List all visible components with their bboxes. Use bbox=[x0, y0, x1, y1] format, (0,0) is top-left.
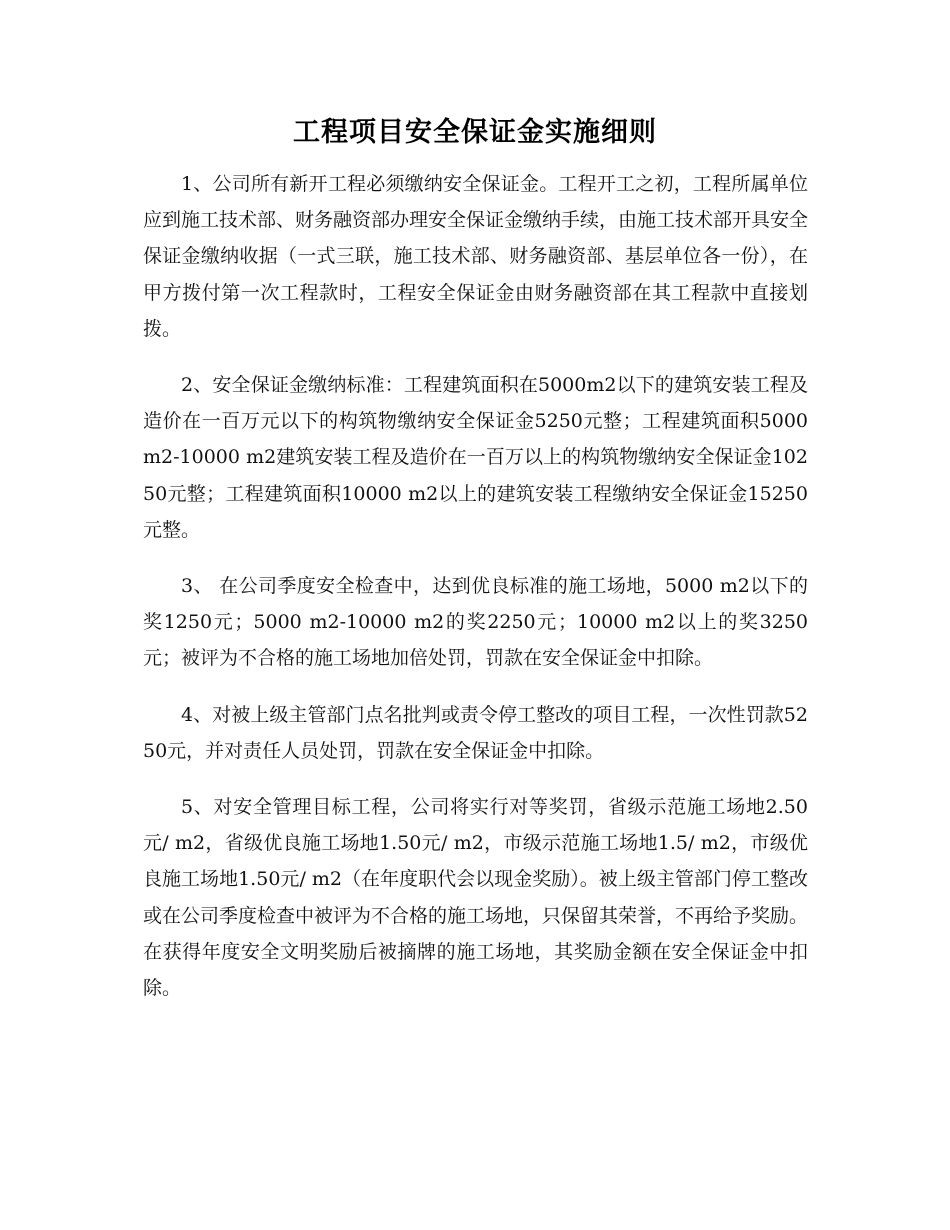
paragraph-5: 5、对安全管理目标工程，公司将实行对等奖罚，省级示范施工场地2.50元/ m2，省级优良施工场地1.50元/ m2，市级示范施工场地1.5/ m2，市级优良施工场地1.50元/ m2（在年度职代会以现金奖励）。被上级主管部门停工整改或在公司季度检查中被评为不合格的施工场地，只保留其荣誉，不再给予奖励。在获得年度安全文明奖励后被摘牌的施工场地，其奖励金额在安全保证金中扣除。 bbox=[143, 796, 809, 1000]
document-title: 工程项目安全保证金实施细则 bbox=[293, 117, 657, 148]
paragraph-1: 1、公司所有新开工程必须缴纳安全保证金。工程开工之初，工程所属单位应到施工技术部、财务融资部办理安全保证金缴纳手续，由施工技术部开具安全保证金缴纳收据（一式三联，施工技术部、财务融资部、基层单位各一份），在甲方拨付第一次工程款时，工程安全保证金由财务融资部在其工程款中直接划拨。 bbox=[143, 173, 809, 340]
paragraph-2: 2、安全保证金缴纳标准：工程建筑面积在5000m2以下的建筑安装工程及造价在一百万元以下的构筑物缴纳安全保证金5250元整；工程建筑面积5000m2-10000 m2建筑安装工程及造价在一百万以上的构筑物缴纳安全保证金10250元整；工程建筑面积10000 m2以上的建筑安装工程缴纳安全保证金15250元整。 bbox=[143, 374, 808, 541]
paragraph-3: 3、 在公司季度安全检查中，达到优良标准的施工场地，5000 m2以下的奖1250元；5000 m2-10000 m2的奖2250元；10000 m2以上的奖3250元；被评为不合格的施工场地加倍处罚，罚款在安全保证金中扣除。 bbox=[143, 575, 808, 670]
paragraph-4: 4、对被上级主管部门点名批判或责令停工整改的项目工程，一次性罚款5250元，并对责任人员处罚，罚款在安全保证金中扣除。 bbox=[143, 703, 808, 762]
document-body bbox=[143, 166, 808, 1026]
